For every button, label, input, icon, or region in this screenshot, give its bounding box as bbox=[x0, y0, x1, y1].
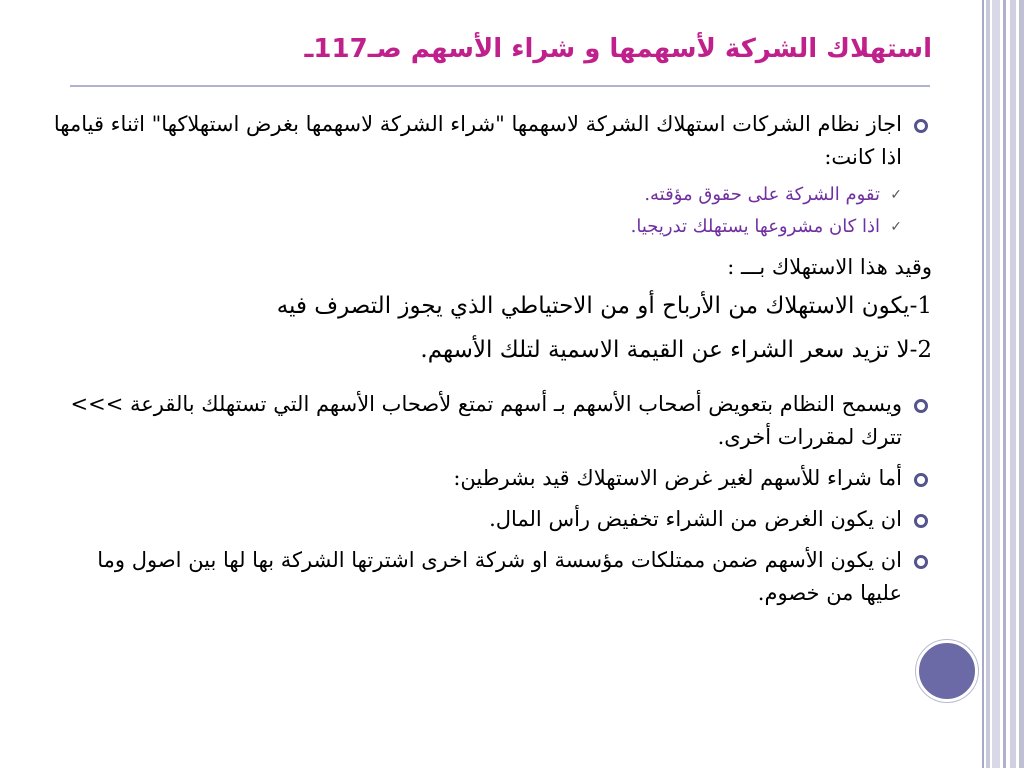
side-stripes-decoration bbox=[974, 0, 1024, 768]
hollow-circle-bullet-icon bbox=[914, 473, 928, 487]
bullet-paragraph bbox=[52, 544, 932, 610]
plain-line: وقيد هذا الاستهلاك بـــ : bbox=[727, 255, 932, 279]
checkmark-icon: ✓ bbox=[890, 219, 902, 235]
check-item bbox=[52, 214, 932, 240]
bullet-text: ان يكون الغرض من الشراء تخفيض رأس المال. bbox=[489, 507, 902, 531]
stripe bbox=[1019, 0, 1024, 768]
stripe bbox=[986, 0, 990, 768]
plain-line: 1-يكون الاستهلاك من الأرباح أو من الاحتياطي الذي يجوز التصرف فيه bbox=[276, 293, 932, 319]
hollow-circle-bullet-icon bbox=[914, 399, 928, 413]
check-text: اذا كان مشروعها يستهلك تدريجيا. bbox=[630, 216, 880, 237]
check-item bbox=[52, 182, 932, 208]
title-divider bbox=[70, 85, 930, 87]
checkmark-icon: ✓ bbox=[890, 187, 902, 203]
bullet-paragraph bbox=[52, 108, 932, 174]
stripe bbox=[992, 0, 1000, 768]
bullet-text: ان يكون الأسهم ضمن ممتلكات مؤسسة او شركة اخرى اشترتها الشركة بها لها بين اصول وما عليها من خصوم. bbox=[97, 548, 902, 605]
bullet-text: أما شراء للأسهم لغير غرض الاستهلاك قيد بشرطين: bbox=[453, 466, 902, 490]
decorative-circle bbox=[916, 640, 978, 702]
hollow-circle-bullet-icon bbox=[914, 514, 928, 528]
plain-line: 2-لا تزيد سعر الشراء عن القيمة الاسمية لتلك الأسهم. bbox=[420, 337, 932, 363]
bullet-paragraph bbox=[52, 462, 932, 495]
bullet-paragraph bbox=[52, 388, 932, 454]
stripe bbox=[1010, 0, 1016, 768]
hollow-circle-bullet-icon bbox=[914, 119, 928, 133]
bullet-text: اجاز نظام الشركات استهلاك الشركة لاسهمها "شراء الشركة لاسهمها بغرض استهلاكها" اثناء قيامها اذا كانت: bbox=[53, 112, 902, 169]
check-text: تقوم الشركة على حقوق مؤقته. bbox=[644, 184, 880, 205]
bullet-text: ويسمح النظام بتعويض أصحاب الأسهم بـ أسهم تمتع لأصحاب الأسهم التي تستهلك بالقرعة >>> تترك لمقررات أخرى. bbox=[70, 392, 902, 449]
slide-body bbox=[52, 108, 932, 610]
bullet-paragraph bbox=[52, 503, 932, 536]
hollow-circle-bullet-icon bbox=[914, 555, 928, 569]
slide-title: استهلاك الشركة لأسهمها و شراء الأسهم صـ117ـ bbox=[304, 34, 932, 64]
stripe bbox=[1003, 0, 1006, 768]
stripe bbox=[982, 0, 984, 768]
